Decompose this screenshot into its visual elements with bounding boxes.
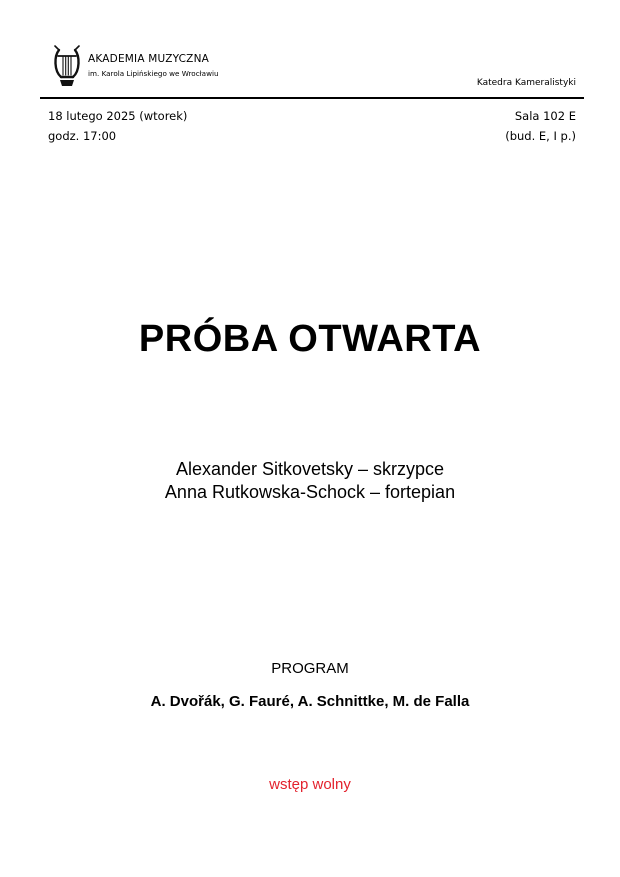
lyre-emblem-icon <box>52 44 82 88</box>
page-header <box>40 40 584 98</box>
event-date: 18 lutego 2025 (wtorek) <box>48 109 188 123</box>
event-time: godz. 17:00 <box>48 129 117 143</box>
header-divider <box>40 97 584 99</box>
department-name: Katedra Kameralistyki <box>476 78 576 88</box>
page-title: PRÓBA OTWARTA <box>138 318 482 361</box>
institution-subtitle: im. Karola Lipińskiego we Wrocławiu <box>88 69 219 78</box>
performer-violin: Alexander Sitkovetsky – skrzypce <box>175 459 445 479</box>
academy-logo <box>52 44 352 88</box>
event-location <box>505 106 576 146</box>
institution-name: AKADEMIA MUZYCZNA <box>88 53 210 65</box>
event-room-details: (bud. E, I p.) <box>505 129 576 143</box>
event-room: Sala 102 E <box>514 109 576 123</box>
performers-list <box>0 458 620 504</box>
program-heading: PROGRAM <box>271 660 349 677</box>
event-date-time <box>48 106 187 146</box>
program-composers: A. Dvořák, G. Fauré, A. Schnittke, M. de Falla <box>150 693 470 710</box>
performer-piano: Anna Rutkowska-Schock – fortepian <box>164 482 456 502</box>
free-admission-note: wstęp wolny <box>269 776 351 793</box>
